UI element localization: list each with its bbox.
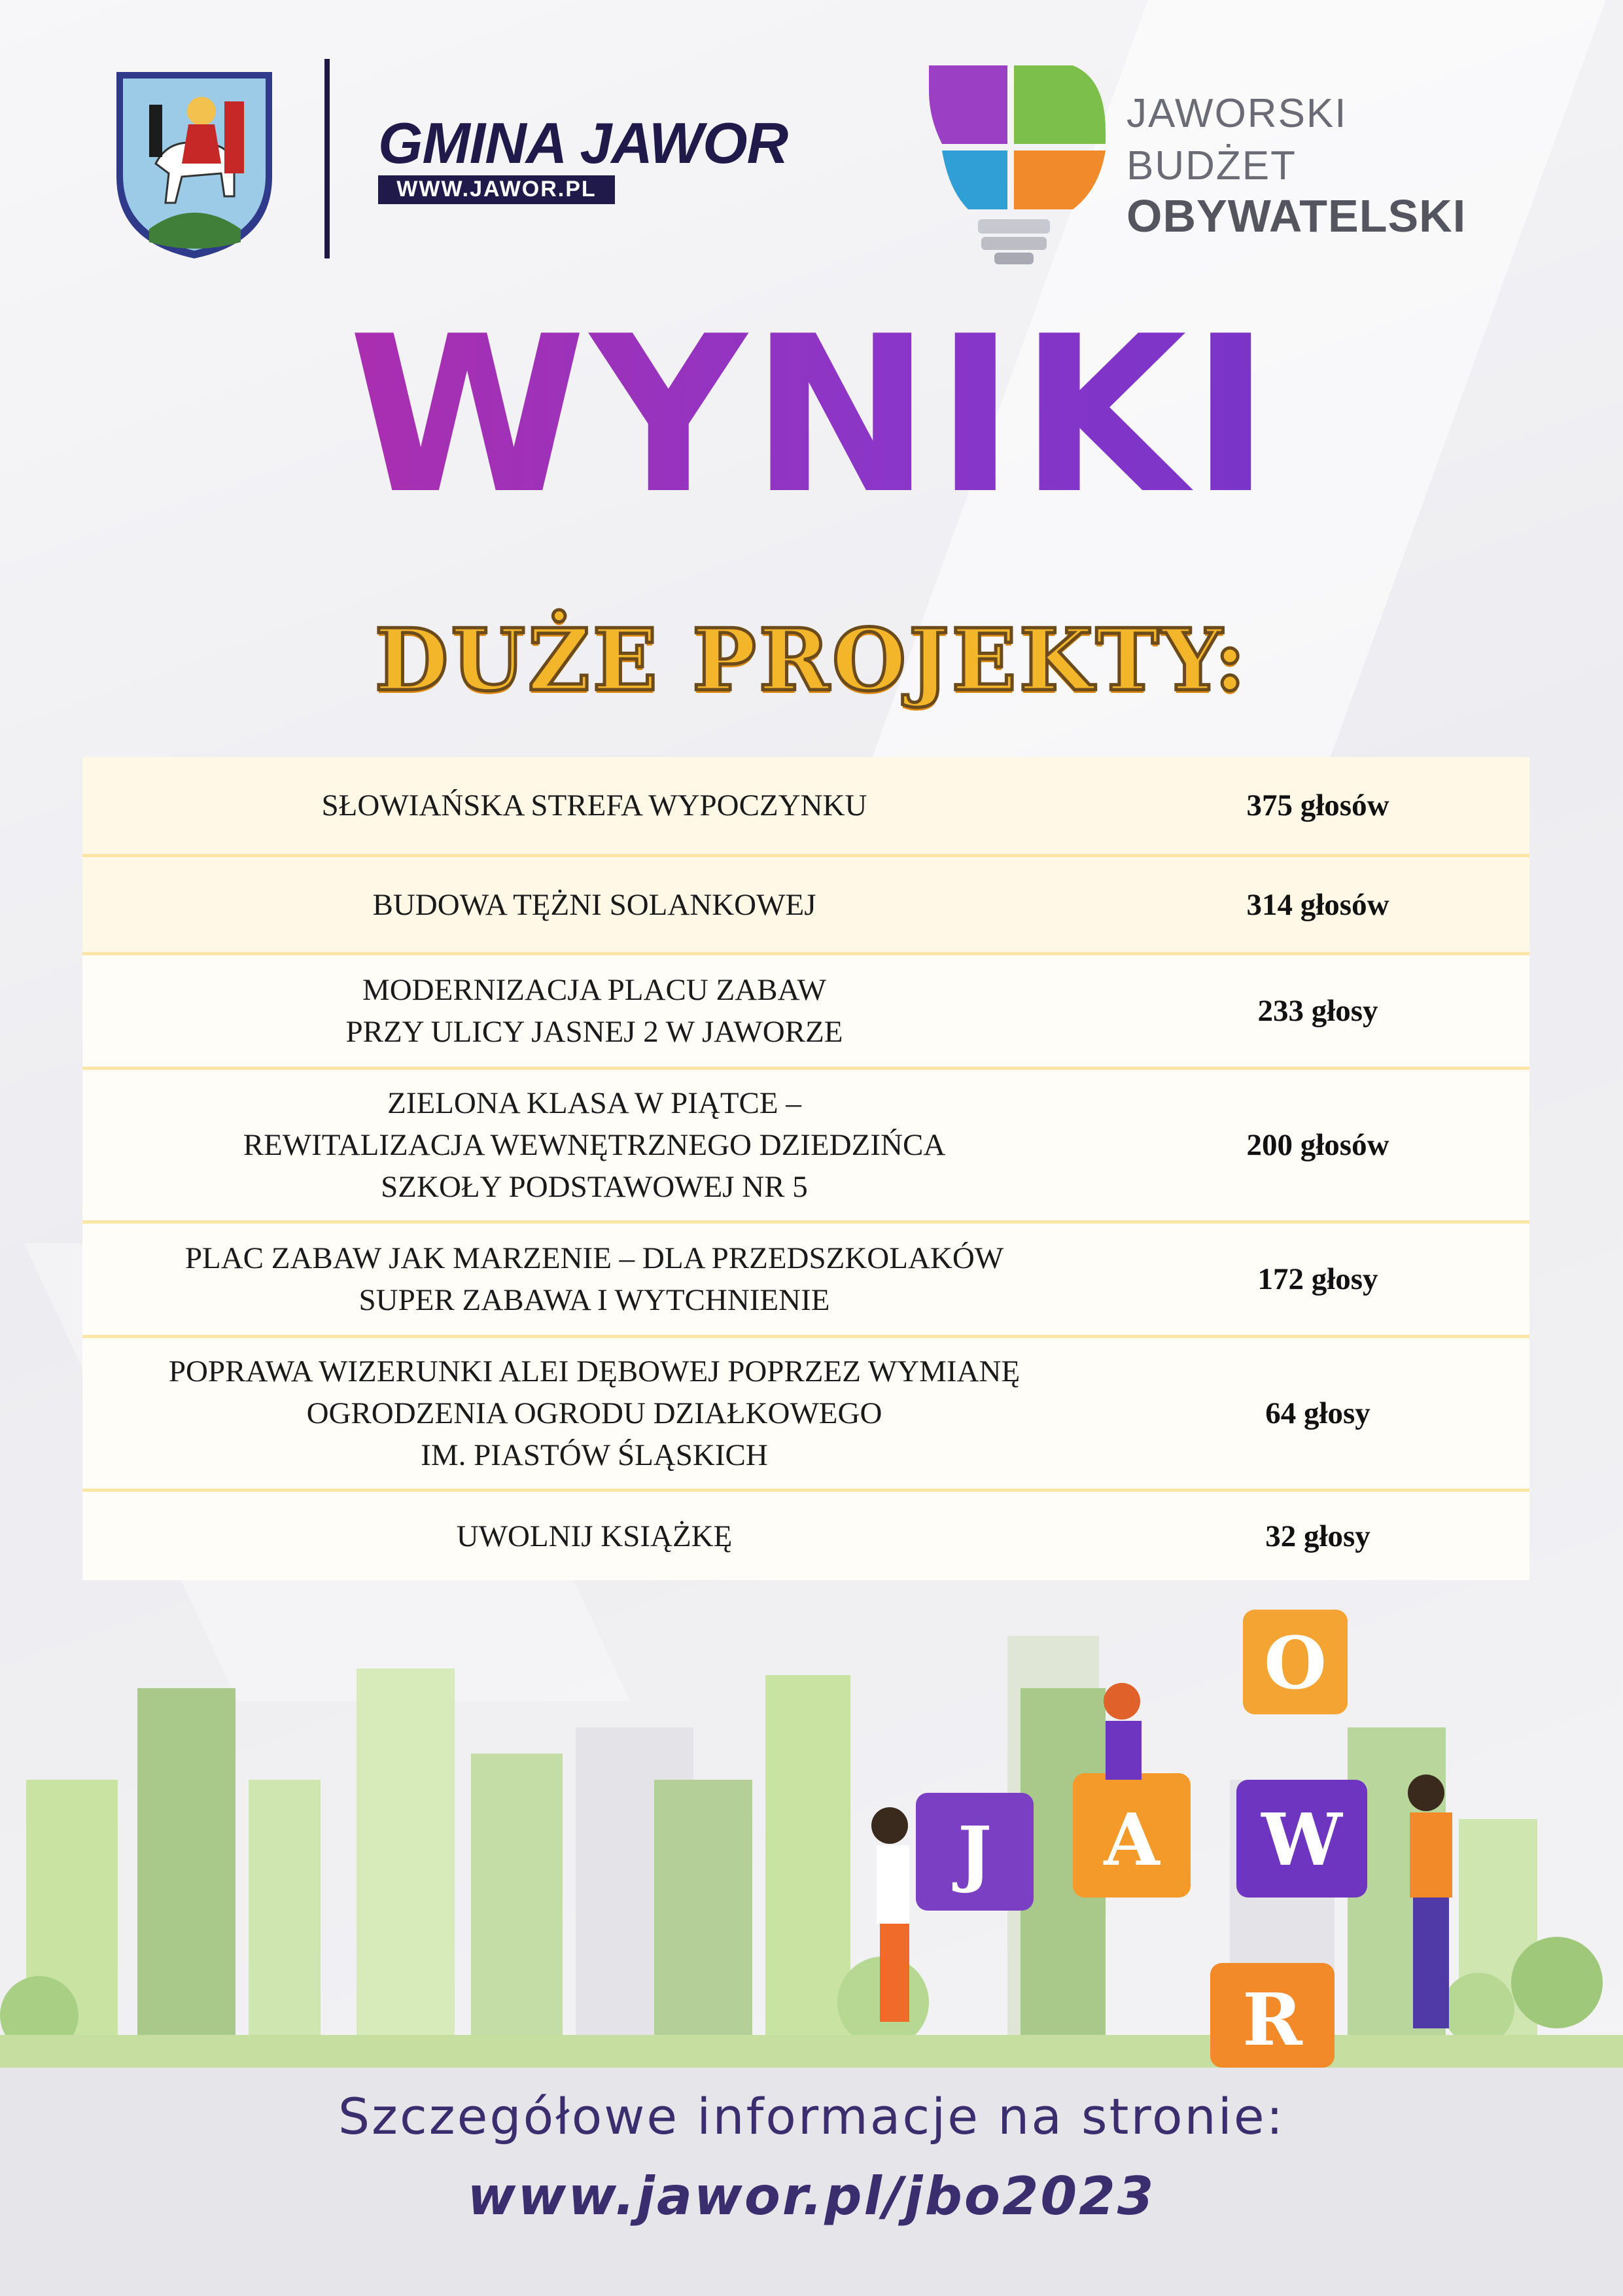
- table-row: [82, 1220, 1529, 1335]
- table-row: [82, 854, 1529, 952]
- puzzle-letter-o: O: [1264, 1621, 1327, 1705]
- project-name: UWOLNIJ KSIĄŻKĘ: [456, 1519, 733, 1553]
- page-title: WYNIKI: [0, 308, 1623, 523]
- table-row: [82, 952, 1529, 1067]
- project-name: MODERNIZACJA PLACU ZABAW PRZY ULICY JASNEJ 2 W JAWORZE: [345, 973, 843, 1049]
- footer-link[interactable]: www.jawor.pl/jbo2023: [467, 2166, 1156, 2227]
- table-row: [82, 1489, 1529, 1580]
- footer-info-text: Szczegółowe informacje na stronie:: [338, 2087, 1285, 2146]
- project-name: POPRAWA WIZERUNKI ALEI DĘBOWEJ POPRZEZ WYMIANĘ OGRODZENIA OGRODU DZIAŁKOWEGO IM. PIASTÓW ŚLĄSKICH: [168, 1354, 1021, 1472]
- vote-count: 200 głosów: [1246, 1128, 1389, 1162]
- jbo-logo-line3: OBYWATELSKI: [1126, 190, 1467, 241]
- lightbulb-puzzle-icon: [916, 52, 1112, 268]
- jbo-logo-line1: JAWORSKI: [1126, 91, 1348, 136]
- city-skyline-illustration: [0, 1583, 1623, 2081]
- project-name: SŁOWIAŃSKA STREFA WYPOCZYNKU: [321, 788, 867, 822]
- puzzle-letter-r: R: [1242, 1977, 1302, 2062]
- results-table: [82, 757, 1529, 1580]
- project-name: ZIELONA KLASA W PIĄTCE – REWITALIZACJA WEWNĘTRZNEGO DZIEDZIŃCA SZKOŁY PODSTAWOWEJ NR 5: [243, 1086, 946, 1204]
- puzzle-letter-w: W: [1261, 1797, 1342, 1882]
- vote-count: 172 głosy: [1257, 1262, 1378, 1296]
- header-divider: [324, 59, 330, 258]
- puzzle-letter-a: A: [1104, 1797, 1160, 1882]
- vote-count: 314 głosów: [1246, 887, 1389, 922]
- section-subtitle: DUŻE PROJEKTY:: [374, 610, 1249, 710]
- coat-of-arms-logo: [110, 65, 279, 262]
- gmina-url-link[interactable]: WWW.JAWOR.PL: [396, 177, 597, 202]
- vote-count: 32 głosy: [1265, 1519, 1370, 1553]
- vote-count: 233 głosy: [1257, 994, 1378, 1028]
- jbo-logo-line2: BUDŻET: [1126, 143, 1297, 188]
- project-name: BUDOWA TĘŻNI SOLANKOWEJ: [372, 887, 816, 922]
- project-name: PLAC ZABAW JAK MARZENIE – DLA PRZEDSZKOLAKÓW SUPER ZABAWA I WYTCHNIENIE: [184, 1241, 1004, 1317]
- gmina-name: GMINA JAWOR: [378, 111, 788, 175]
- vote-count: 64 głosy: [1265, 1396, 1370, 1430]
- puzzle-letter-j: J: [957, 1810, 992, 1895]
- vote-count: 375 głosów: [1246, 788, 1389, 822]
- table-row: [82, 1335, 1529, 1489]
- table-row: [82, 1067, 1529, 1220]
- table-row: [82, 757, 1529, 854]
